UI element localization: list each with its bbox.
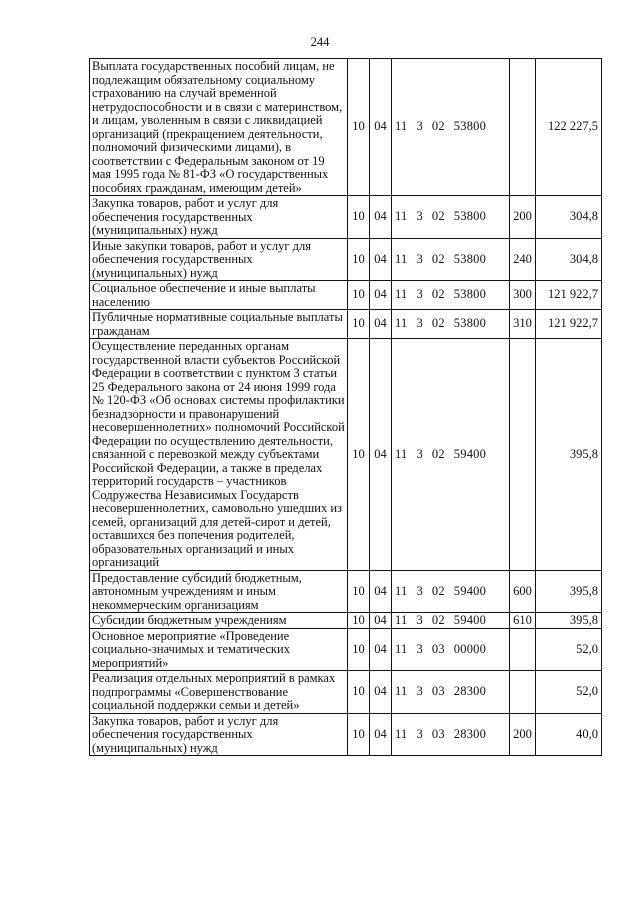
target-article-part: 53800 xyxy=(453,287,487,302)
section-code-cell: 10 xyxy=(348,613,370,629)
expense-type-cell: 610 xyxy=(510,613,536,629)
target-article-part: 11 xyxy=(395,726,408,741)
target-article-cell xyxy=(392,671,510,714)
expense-name-cell: Реализация отдельных мероприятий в рамках подпрограммы «Совершенствование социальной поддержки семьи и детей» xyxy=(90,671,348,714)
subsection-code-cell: 04 xyxy=(370,628,392,671)
target-article-cell xyxy=(392,281,510,310)
expense-type-cell xyxy=(510,59,536,196)
target-article-part: 59400 xyxy=(453,583,487,598)
table-row xyxy=(90,713,602,756)
section-code-cell: 10 xyxy=(348,671,370,714)
table-row xyxy=(90,281,602,310)
target-article-cell xyxy=(392,613,510,629)
target-article-part: 3 xyxy=(416,119,423,134)
subsection-code-cell: 04 xyxy=(370,238,392,281)
target-article-cell xyxy=(392,59,510,196)
target-article-part: 11 xyxy=(395,251,408,266)
target-article-part: 3 xyxy=(416,287,423,302)
subsection-code-cell: 04 xyxy=(370,196,392,239)
subsection-code-cell: 04 xyxy=(370,570,392,613)
target-article-part: 59400 xyxy=(453,612,487,627)
expense-name-cell: Осуществление переданных органам государственной власти субъектов Российской Федерации в соответствии с пунктом 3 статьи 25 Федерального закона от 24 июня 1999 года № 120-ФЗ «Об основах системы профилактики безнадзорности и правонарушений несовершеннолетних» полномочий Российской Федерации по осуществлению деятельности, связанной с перевозкой между субъектами Российской Федерации, а также в пределах территорий государств – участников Содружества Независимых Государств несовершеннолетних, самовольно ушедших из семей, организаций для детей-сирот и детей, оставшихся без попечения родителей, образовательных организаций и иных организаций xyxy=(90,339,348,571)
target-article-part: 02 xyxy=(431,209,445,223)
amount-cell: 304,8 xyxy=(536,238,602,281)
expense-type-cell: 200 xyxy=(510,713,536,756)
target-article-part: 59400 xyxy=(453,446,487,461)
section-code-cell: 10 xyxy=(348,281,370,310)
target-article-part: 11 xyxy=(395,583,408,598)
table-row xyxy=(90,59,602,196)
target-article-part: 3 xyxy=(416,726,423,741)
subsection-code-cell: 04 xyxy=(370,281,392,310)
expense-name-cell: Субсидии бюджетным учреждениям xyxy=(90,613,348,629)
target-article-part: 3 xyxy=(416,612,423,627)
amount-cell: 395,8 xyxy=(536,570,602,613)
target-article-part: 11 xyxy=(395,119,408,134)
target-article-part: 53800 xyxy=(453,316,487,331)
target-article-part: 02 xyxy=(431,583,445,598)
subsection-code-cell: 04 xyxy=(370,713,392,756)
table-row xyxy=(90,671,602,714)
section-code-cell: 10 xyxy=(348,339,370,571)
target-article-part: 11 xyxy=(395,209,408,223)
expense-type-cell xyxy=(510,628,536,671)
expense-name-cell: Выплата государственных пособий лицам, не подлежащим обязательному социальному страхованию на случай временной нетрудоспособности и в связи с материнством, и лицам, уволенным в связи с ликвидацией организаций (прекращением деятельности, полномочий физическими лицами), в соответствии с Федеральным законом от 19 мая 1995 года № 81-ФЗ «О государственных пособиях гражданам, имеющим детей» xyxy=(90,59,348,196)
target-article-part: 11 xyxy=(395,316,408,331)
amount-cell: 395,8 xyxy=(536,339,602,571)
target-article-part: 02 xyxy=(431,316,445,331)
target-article-cell xyxy=(392,628,510,671)
expense-name-cell: Публичные нормативные социальные выплаты гражданам xyxy=(90,310,348,339)
target-article-part: 11 xyxy=(395,446,408,461)
table-row xyxy=(90,310,602,339)
amount-cell: 52,0 xyxy=(536,671,602,714)
table-row xyxy=(90,613,602,629)
expense-name-cell: Основное мероприятие «Проведение социально-значимых и тематических мероприятий» xyxy=(90,628,348,671)
target-article-part: 53800 xyxy=(453,251,487,266)
expense-type-cell xyxy=(510,671,536,714)
target-article-part: 02 xyxy=(431,612,445,627)
target-article-cell xyxy=(392,570,510,613)
section-code-cell: 10 xyxy=(348,570,370,613)
target-article-part: 3 xyxy=(416,316,423,331)
target-article-part: 28300 xyxy=(453,726,487,741)
subsection-code-cell: 04 xyxy=(370,339,392,571)
target-article-part: 11 xyxy=(395,287,408,302)
target-article-part: 03 xyxy=(431,641,445,656)
target-article-part: 11 xyxy=(395,684,408,698)
table-row xyxy=(90,196,602,239)
subsection-code-cell: 04 xyxy=(370,613,392,629)
section-code-cell: 10 xyxy=(348,238,370,281)
target-article-cell xyxy=(392,713,510,756)
amount-cell: 304,8 xyxy=(536,196,602,239)
table-row xyxy=(90,339,602,571)
page-number: 244 xyxy=(310,35,330,49)
subsection-code-cell: 04 xyxy=(370,59,392,196)
table-row xyxy=(90,238,602,281)
target-article-part: 3 xyxy=(416,251,423,266)
amount-cell: 121 922,7 xyxy=(536,310,602,339)
target-article-part: 3 xyxy=(416,209,423,223)
amount-cell: 121 922,7 xyxy=(536,281,602,310)
amount-cell: 122 227,5 xyxy=(536,59,602,196)
expense-name-cell: Иные закупки товаров, работ и услуг для обеспечения государственных (муниципальных) нужд xyxy=(90,238,348,281)
section-code-cell: 10 xyxy=(348,59,370,196)
target-article-part: 02 xyxy=(431,287,445,302)
subsection-code-cell: 04 xyxy=(370,310,392,339)
target-article-part: 03 xyxy=(431,684,445,698)
target-article-part: 02 xyxy=(431,446,445,461)
section-code-cell: 10 xyxy=(348,196,370,239)
target-article-part: 00000 xyxy=(453,641,487,656)
expense-type-cell: 240 xyxy=(510,238,536,281)
expense-type-cell: 300 xyxy=(510,281,536,310)
target-article-cell xyxy=(392,339,510,571)
table-row xyxy=(90,628,602,671)
target-article-part: 3 xyxy=(416,583,423,598)
target-article-part: 28300 xyxy=(453,684,487,698)
target-article-part: 02 xyxy=(431,251,445,266)
expense-type-cell xyxy=(510,339,536,571)
expense-type-cell: 200 xyxy=(510,196,536,239)
target-article-cell xyxy=(392,310,510,339)
subsection-code-cell: 04 xyxy=(370,671,392,714)
amount-cell: 395,8 xyxy=(536,613,602,629)
expense-name-cell: Предоставление субсидий бюджетным, автономным учреждениям и иным некоммерческим организациям xyxy=(90,570,348,613)
amount-cell: 40,0 xyxy=(536,713,602,756)
budget-table xyxy=(89,58,602,756)
expense-name-cell: Закупка товаров, работ и услуг для обеспечения государственных (муниципальных) нужд xyxy=(90,196,348,239)
target-article-part: 11 xyxy=(395,612,408,627)
target-article-cell xyxy=(392,196,510,239)
target-article-part: 3 xyxy=(416,684,423,698)
expense-type-cell: 310 xyxy=(510,310,536,339)
target-article-part: 3 xyxy=(416,641,423,656)
target-article-part: 53800 xyxy=(453,119,487,134)
target-article-part: 3 xyxy=(416,446,423,461)
budget-table-body xyxy=(90,59,602,756)
target-article-part: 53800 xyxy=(453,209,487,223)
target-article-part: 02 xyxy=(431,119,445,134)
table-row xyxy=(90,570,602,613)
section-code-cell: 10 xyxy=(348,310,370,339)
expense-name-cell: Социальное обеспечение и иные выплаты населению xyxy=(90,281,348,310)
amount-cell: 52,0 xyxy=(536,628,602,671)
target-article-cell xyxy=(392,238,510,281)
section-code-cell: 10 xyxy=(348,628,370,671)
expense-type-cell: 600 xyxy=(510,570,536,613)
target-article-part: 03 xyxy=(431,726,445,741)
section-code-cell: 10 xyxy=(348,713,370,756)
target-article-part: 11 xyxy=(395,641,408,656)
expense-name-cell: Закупка товаров, работ и услуг для обеспечения государственных (муниципальных) нужд xyxy=(90,713,348,756)
